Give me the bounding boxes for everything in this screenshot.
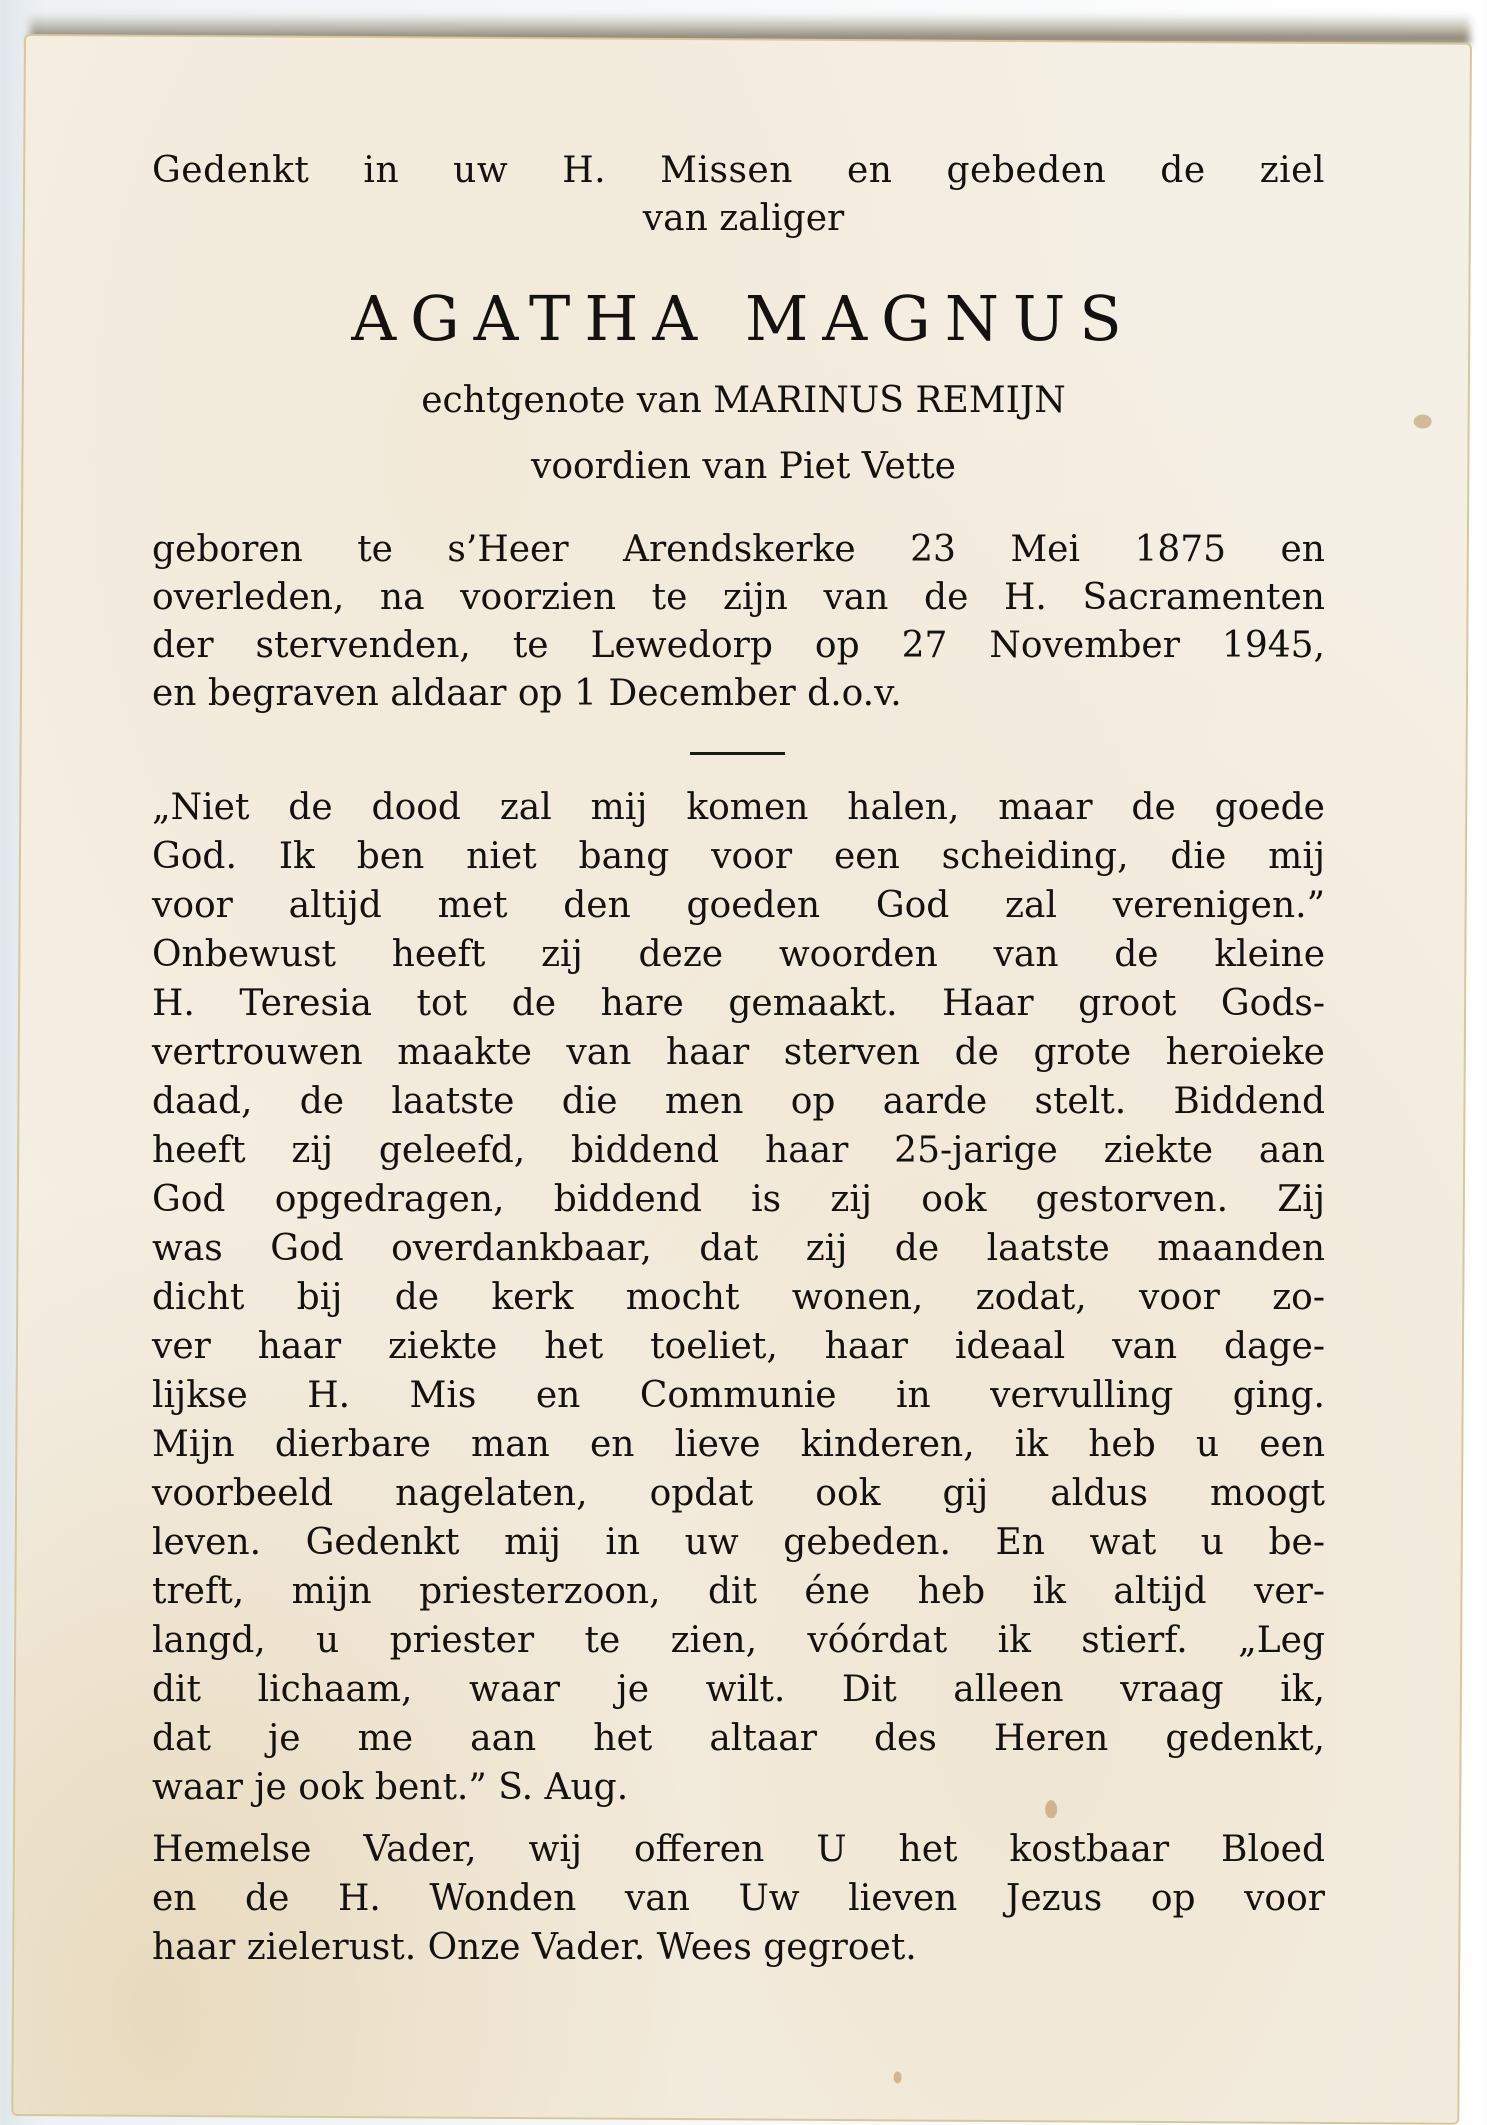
quote-line: voor altijd met den goeden God zal verenigen.” (152, 885, 1325, 926)
bio-line: der stervenden, te Lewedorp op 27 November 1945, (152, 625, 1325, 666)
bio-line: overleden, na voorzien te zijn van de H. Sacramenten (152, 577, 1325, 618)
quote-line: „Niet de dood zal mij komen halen, maar de goede (152, 787, 1325, 828)
paper-stain (893, 2071, 901, 2083)
bio-line: geboren te s’Heer Arendskerke 23 Mei 1875 en (152, 529, 1325, 570)
quote-line: God. Ik ben niet bang voor een scheiding, die mij (152, 836, 1325, 877)
quote-line: vertrouwen maakte van haar sterven de grote heroieke (152, 1032, 1325, 1073)
prayer-line: haar zielerust. Onze Vader. Wees gegroet. (152, 1927, 917, 1968)
quote-line: lijkse H. Mis en Communie in vervulling ging. (152, 1375, 1325, 1416)
quote-line: dat je me aan het altaar des Heren gedenkt, (152, 1718, 1325, 1759)
header-line-2: van zaliger (642, 198, 845, 239)
quote-line: was God overdankbaar, dat zij de laatste maanden (152, 1228, 1325, 1269)
section-divider (690, 752, 785, 755)
quote-line: dicht bij de kerk mocht wonen, zodat, voor zo- (152, 1277, 1325, 1318)
spouse-prefix: echtgenote van (421, 380, 714, 421)
quote-line: voorbeeld nagelaten, opdat ook gij aldus moogt (152, 1473, 1325, 1514)
quote-line: ver haar ziekte het toeliet, haar ideaal van dage- (152, 1326, 1325, 1367)
quote-line: leven. Gedenkt mij in uw gebeden. En wat u be- (152, 1522, 1325, 1563)
header-line-1: Gedenkt in uw H. Missen en gebeden de ziel (152, 150, 1325, 191)
prior-marriage-line: voordien van Piet Vette (530, 446, 956, 487)
quote-line: daad, de laatste die men op aarde stelt. Biddend (152, 1081, 1325, 1122)
quote-line: langd, u priester te zien, vóórdat ik stierf. „Leg (152, 1620, 1325, 1661)
quote-line: heeft zij geleefd, biddend haar 25-jarige ziekte aan (152, 1130, 1325, 1171)
spouse-name: MARINUS REMIJN (713, 380, 1066, 421)
quote-line: H. Teresia tot de hare gemaakt. Haar groot Gods- (152, 983, 1325, 1024)
quote-line: Onbewust heeft zij deze woorden van de kleine (152, 934, 1325, 975)
quote-line: dit lichaam, waar je wilt. Dit alleen vraag ik, (152, 1669, 1325, 1710)
bio-line: en begraven aldaar op 1 December d.o.v. (152, 673, 902, 714)
deceased-name: AGATHA MAGNUS (351, 282, 1136, 355)
spouse-line (0, 380, 1487, 421)
quote-line: God opgedragen, biddend is zij ook gestorven. Zij (152, 1179, 1325, 1220)
quote-line: Mijn dierbare man en lieve kinderen, ik heb u een (152, 1424, 1325, 1465)
prayer-line: en de H. Wonden van Uw lieven Jezus op voor (152, 1878, 1325, 1919)
quote-line: treft, mijn priesterzoon, dit éne heb ik altijd ver- (152, 1571, 1325, 1612)
prayer-line: Hemelse Vader, wij offeren U het kostbaar Bloed (152, 1829, 1325, 1870)
quote-line: waar je ook bent.” S. Aug. (152, 1767, 629, 1808)
